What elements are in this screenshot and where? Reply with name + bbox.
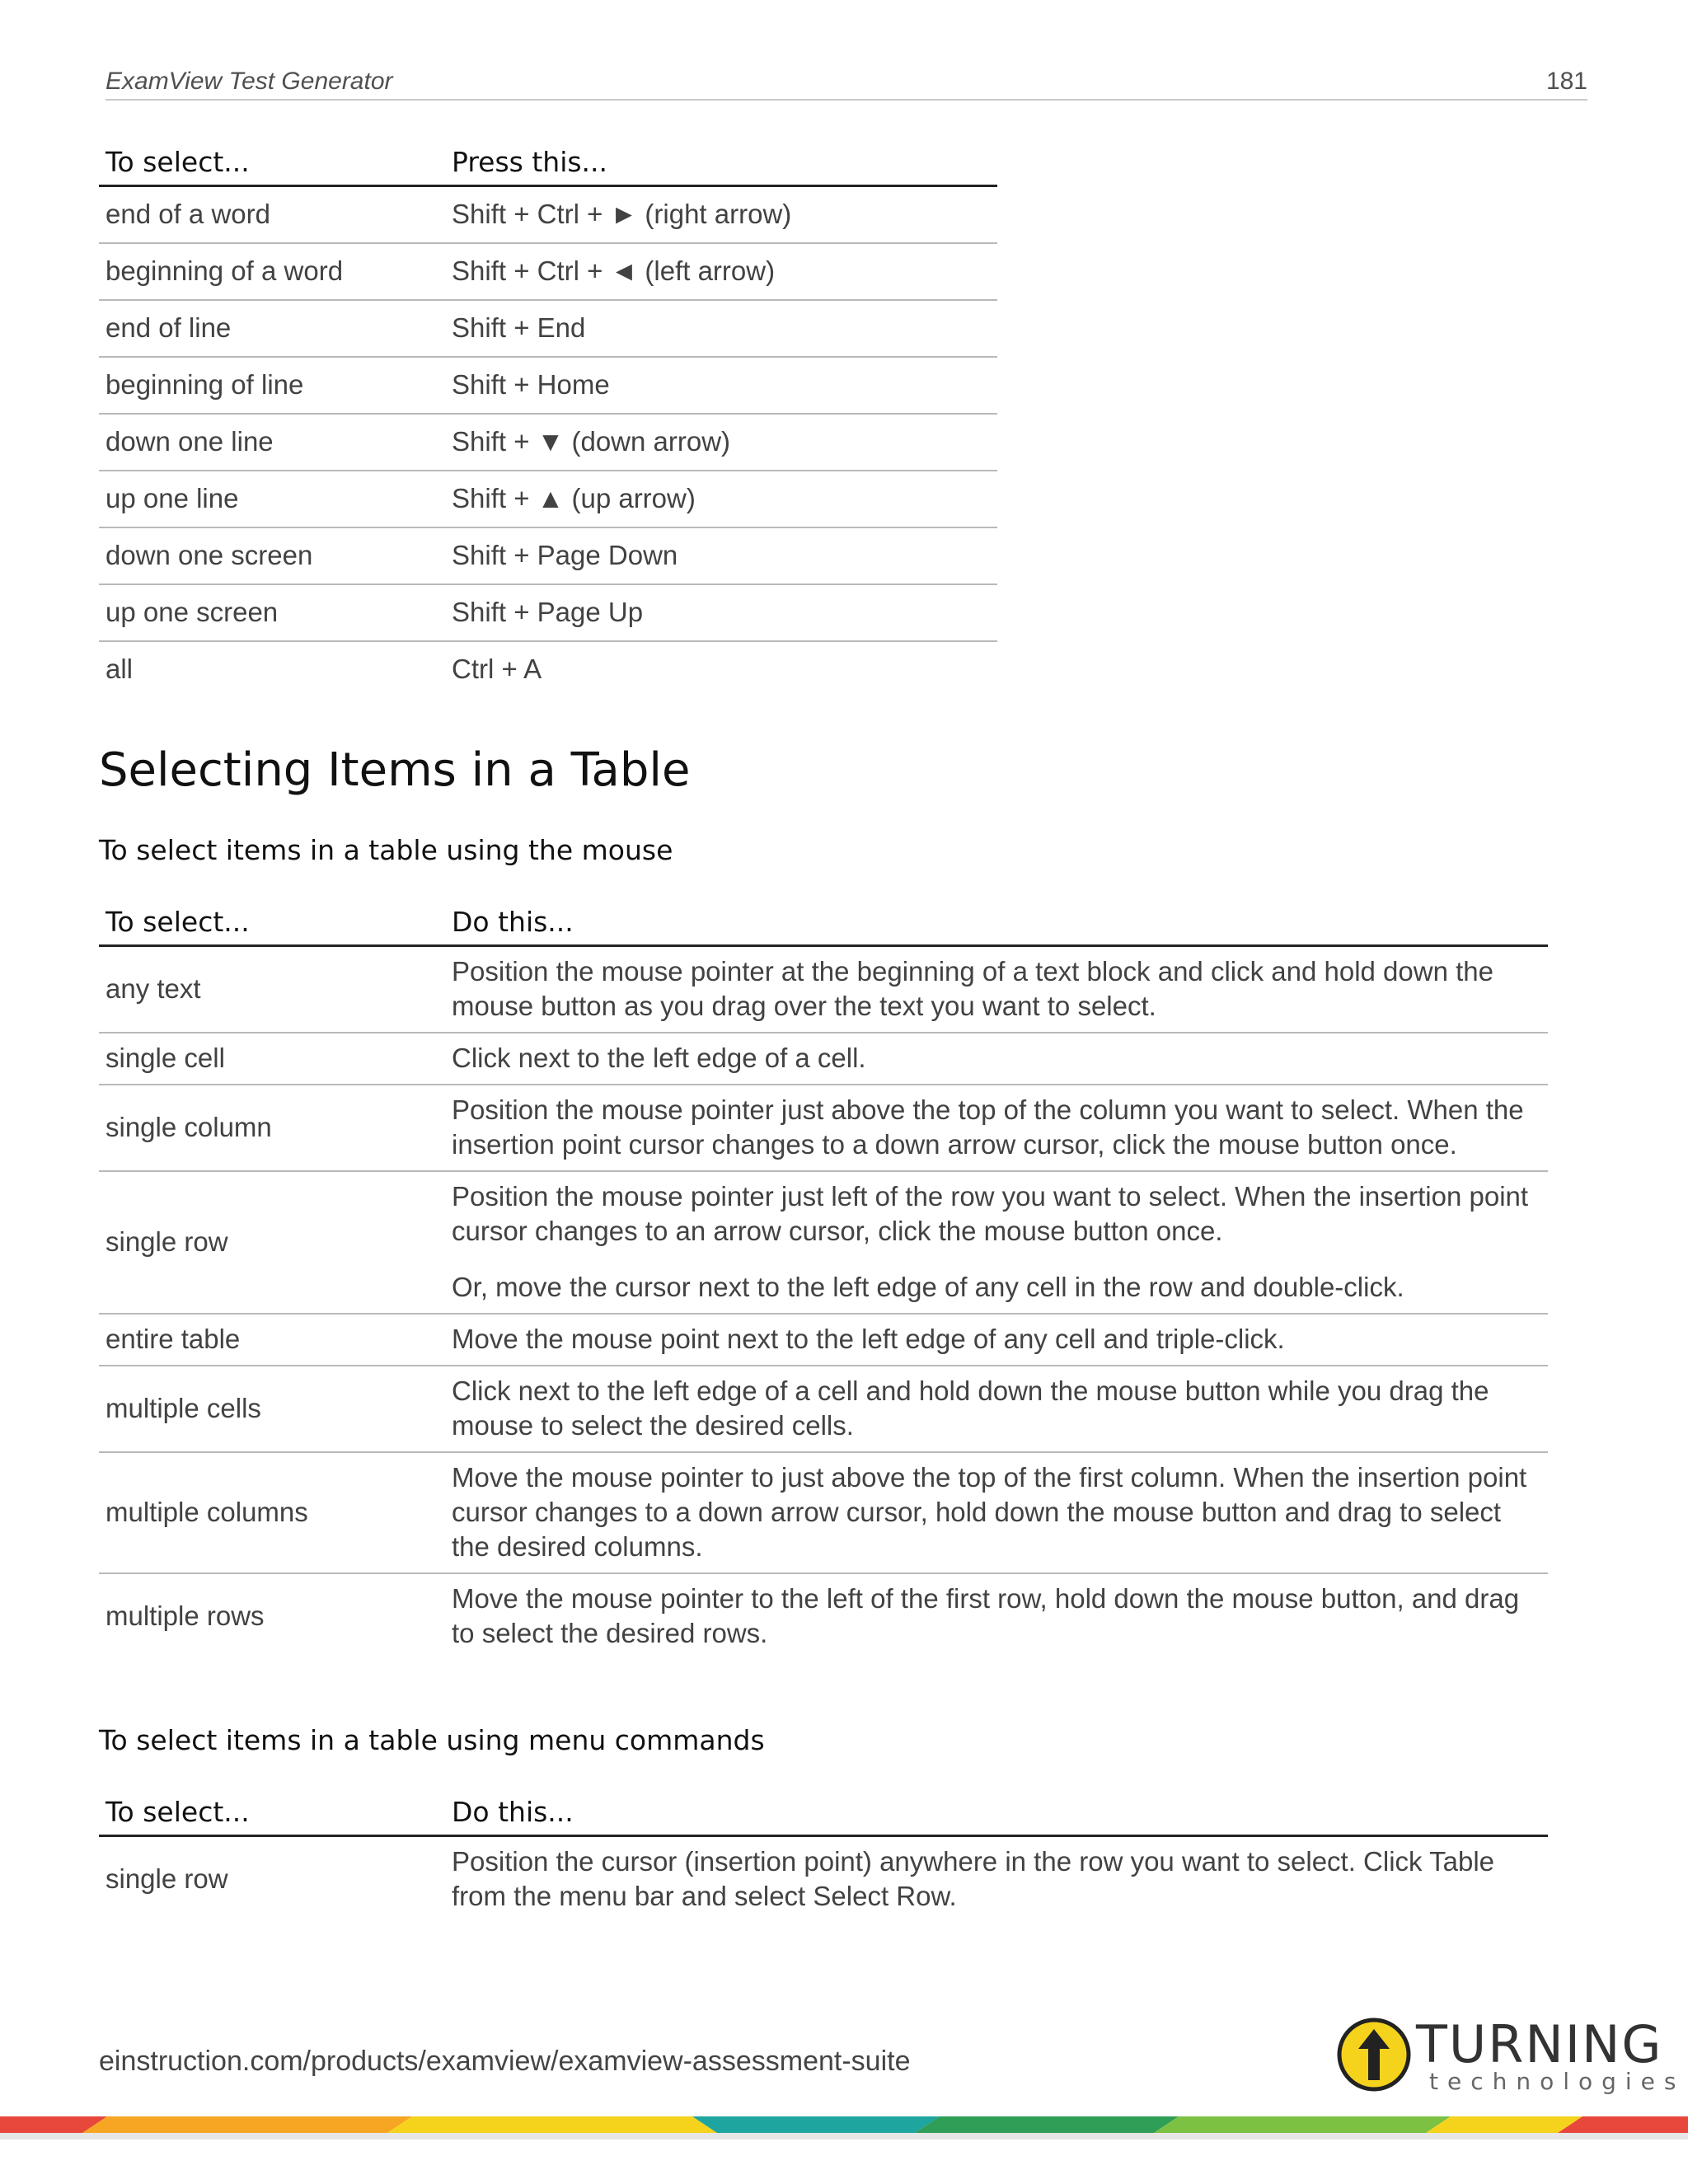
table-row (99, 1573, 1548, 1659)
table-cell: Click next to the left edge of a cell and hold down the mouse button while you drag the mouse to select the desired cells. (445, 1366, 1548, 1452)
table-cell: Shift + Page Up (445, 584, 997, 641)
table-cell: Move the mouse point next to the left edge of any cell and triple-click. (445, 1314, 1548, 1366)
table-cell: Position the cursor (insertion point) anywhere in the row you want to select. Click Table from the menu bar and select Select Row. (452, 1846, 1495, 1911)
table-cell: multiple rows (106, 1601, 265, 1631)
table-cell: multiple columns (99, 1452, 445, 1573)
decorative-color-band (0, 2115, 1688, 2139)
table-cell: end of a word (99, 186, 445, 244)
table-cell: up one line (99, 471, 445, 527)
table-cell: entire table (99, 1314, 445, 1366)
column-header-to-select: To select... (99, 130, 445, 186)
table-row (99, 527, 997, 584)
table-header-row (99, 1780, 1548, 1836)
table-row (99, 471, 997, 527)
table-cell: multiple cells (99, 1366, 445, 1452)
table-cell: Shift + Ctrl + ◄ (left arrow) (445, 243, 997, 300)
table-row (99, 584, 997, 641)
section-heading: Selecting Items in a Table (99, 743, 691, 797)
table-header-row (99, 890, 1548, 946)
table-cell: up one screen (99, 584, 445, 641)
table-cell: all (106, 654, 134, 684)
table-cell: Move the mouse pointer to the left of the first row, hold down the mouse button, and drag to select the desired rows. (452, 1583, 1520, 1648)
mouse-selection-table (99, 890, 1548, 1659)
column-header-to-select: To select... (99, 890, 445, 946)
table-cell: single column (99, 1085, 445, 1171)
table-row (99, 186, 997, 244)
document-title: ExamView Test Generator (106, 68, 393, 95)
table-cell: end of line (99, 300, 445, 357)
keyboard-selection-table (99, 130, 997, 697)
table-row (99, 300, 997, 357)
table-cell: Shift + Ctrl + ► (right arrow) (445, 186, 997, 244)
page-header (106, 64, 1587, 101)
cell-paragraph: Position the mouse pointer just left of the row you want to select. When the insertion point cursor changes to an arrow cursor, click the mouse button once. (452, 1181, 1529, 1246)
mouse-subheading: To select items in a table using the mouse (99, 834, 673, 866)
menu-subheading: To select items in a table using menu commands (99, 1724, 765, 1756)
table-cell: Shift + End (445, 300, 997, 357)
column-header-do-this: Do this... (445, 1780, 1548, 1836)
table-header-row (99, 130, 997, 186)
table-cell: Ctrl + A (452, 654, 542, 684)
table-row (99, 641, 997, 697)
table-cell: Click next to the left edge of a cell. (445, 1033, 1548, 1085)
table-row (99, 1836, 1548, 1923)
table-row (99, 1171, 1548, 1314)
footer-url: einstruction.com/products/examview/examview-assessment-suite (99, 2046, 911, 2077)
table-row (99, 1366, 1548, 1452)
turning-technologies-logo (1337, 2014, 1686, 2098)
table-cell: Shift + ▼ (down arrow) (445, 414, 997, 471)
table-cell: Move the mouse pointer to just above the top of the first column. When the insertion point cursor changes to a down arrow cursor, hold down the mouse button and drag to select the desired columns. (445, 1452, 1548, 1573)
column-header-do-this: Do this... (445, 890, 1548, 946)
table-cell: Shift + ▲ (up arrow) (445, 471, 997, 527)
table-cell: single row (99, 1171, 445, 1314)
column-header-press-this: Press this... (445, 130, 997, 186)
table-row (99, 414, 997, 471)
table-cell: Position the mouse pointer at the beginning of a text block and click and hold down the mouse button as you drag over the text you want to select. (445, 946, 1548, 1033)
cell-paragraph: Or, move the cursor next to the left edge of any cell in the row and double-click. (452, 1272, 1404, 1302)
table-row (99, 243, 997, 300)
table-cell: down one screen (99, 527, 445, 584)
table-cell (445, 1171, 1548, 1314)
menu-selection-table (99, 1780, 1548, 1922)
page-number: 181 (1545, 68, 1587, 95)
table-row (99, 1452, 1548, 1573)
logo-wordmark: TURNING (1416, 2014, 1663, 2074)
column-header-to-select: To select... (99, 1780, 445, 1836)
table-cell: Shift + Home (445, 357, 997, 414)
table-cell: Position the mouse pointer just above the top of the column you want to select. When the insertion point cursor changes to a down arrow cursor, click the mouse button once. (445, 1085, 1548, 1171)
table-cell: single row (106, 1863, 228, 1894)
table-cell: any text (99, 946, 445, 1033)
table-row (99, 1314, 1548, 1366)
table-row (99, 1033, 1548, 1085)
table-cell: single cell (99, 1033, 445, 1085)
table-cell: down one line (99, 414, 445, 471)
table-row (99, 1085, 1548, 1171)
table-row (99, 946, 1548, 1033)
table-cell: Shift + Page Down (445, 527, 997, 584)
logo-tagline: technologies (1429, 2068, 1686, 2095)
table-cell: beginning of a word (99, 243, 445, 300)
table-cell: beginning of line (99, 357, 445, 414)
table-row (99, 357, 997, 414)
upward-arrow-circle-icon (1337, 2018, 1411, 2092)
